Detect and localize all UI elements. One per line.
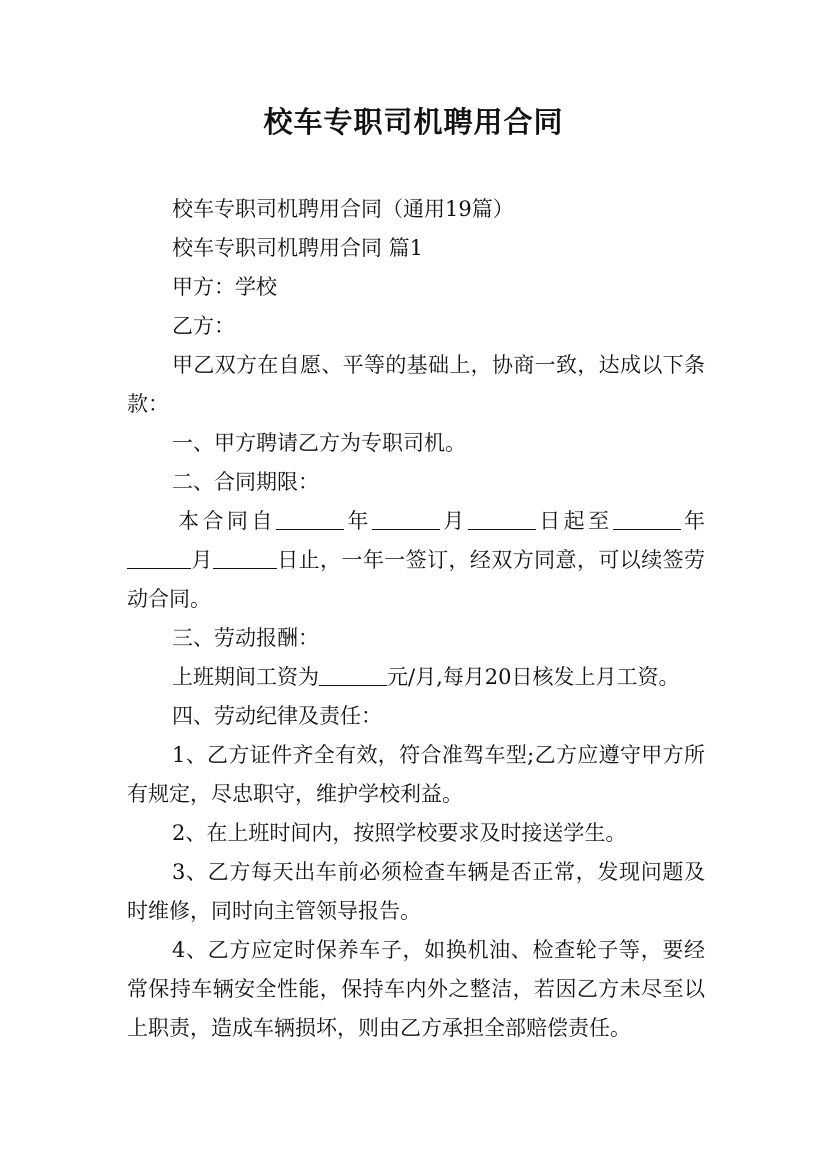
- document-body: [127, 190, 705, 1048]
- section-heading: 校车专职司机聘用合同 篇1: [172, 236, 424, 260]
- item-1: 1、乙方证件齐全有效，符合准驾车型;乙方应遵守甲方所有规定，尽忠职守，维护学校利益。: [127, 743, 705, 806]
- salary-paragraph: [127, 658, 705, 697]
- item-4: 4、乙方应定时保养车子，如换机油、检查轮子等，要经常保持车辆安全性能，保持车内外之整洁，若因乙方未尽至以上职责，造成车辆损坏，则由乙方承担全部赔偿责任。: [127, 938, 705, 1040]
- salary-text-start: 上班期间工资为: [172, 665, 319, 689]
- clause-1: 一、甲方聘请乙方为专职司机。: [172, 431, 466, 455]
- party-b: 乙方：: [172, 314, 235, 338]
- blank-month-end: [127, 546, 191, 569]
- blank-year-start: [276, 507, 344, 530]
- term-text-year-end: 年: [680, 509, 706, 533]
- item-3: 3、乙方每天出车前必须检查车辆是否正常，发现问题及时维修，同时向主管领导报告。: [127, 860, 705, 923]
- term-text-start: 本合同自: [178, 509, 276, 533]
- document-title: 校车专职司机聘用合同: [263, 105, 564, 139]
- term-text-end: 日止，一年一签订，经双方同意，可以续签劳动合同。: [127, 548, 706, 611]
- blank-day-end: [213, 546, 277, 569]
- blank-year-end: [613, 507, 681, 530]
- clause-3-heading: 三、劳动报酬：: [172, 626, 319, 650]
- blank-month-start: [372, 507, 440, 530]
- term-text-day-from: 日起至: [535, 509, 613, 533]
- term-text-month: 月: [439, 509, 468, 533]
- clause-4-heading: 四、劳动纪律及责任：: [172, 704, 382, 728]
- blank-day-start: [468, 507, 536, 530]
- subtitle: 校车专职司机聘用合同（通用19篇）: [172, 197, 514, 221]
- term-text-month-end: 月: [191, 548, 213, 572]
- term-paragraph: [127, 502, 705, 619]
- term-text-year: 年: [343, 509, 372, 533]
- blank-salary: [319, 663, 387, 686]
- item-2: 2、在上班时间内，按照学校要求及时接送学生。: [172, 821, 627, 845]
- clause-2-heading: 二、合同期限：: [172, 470, 319, 494]
- intro-paragraph: 甲乙双方在自愿、平等的基础上，协商一致，达成以下条款：: [127, 353, 705, 416]
- salary-text-end: 元/月,每月20日核发上月工资。: [387, 665, 680, 689]
- party-a: 甲方：学校: [172, 275, 277, 299]
